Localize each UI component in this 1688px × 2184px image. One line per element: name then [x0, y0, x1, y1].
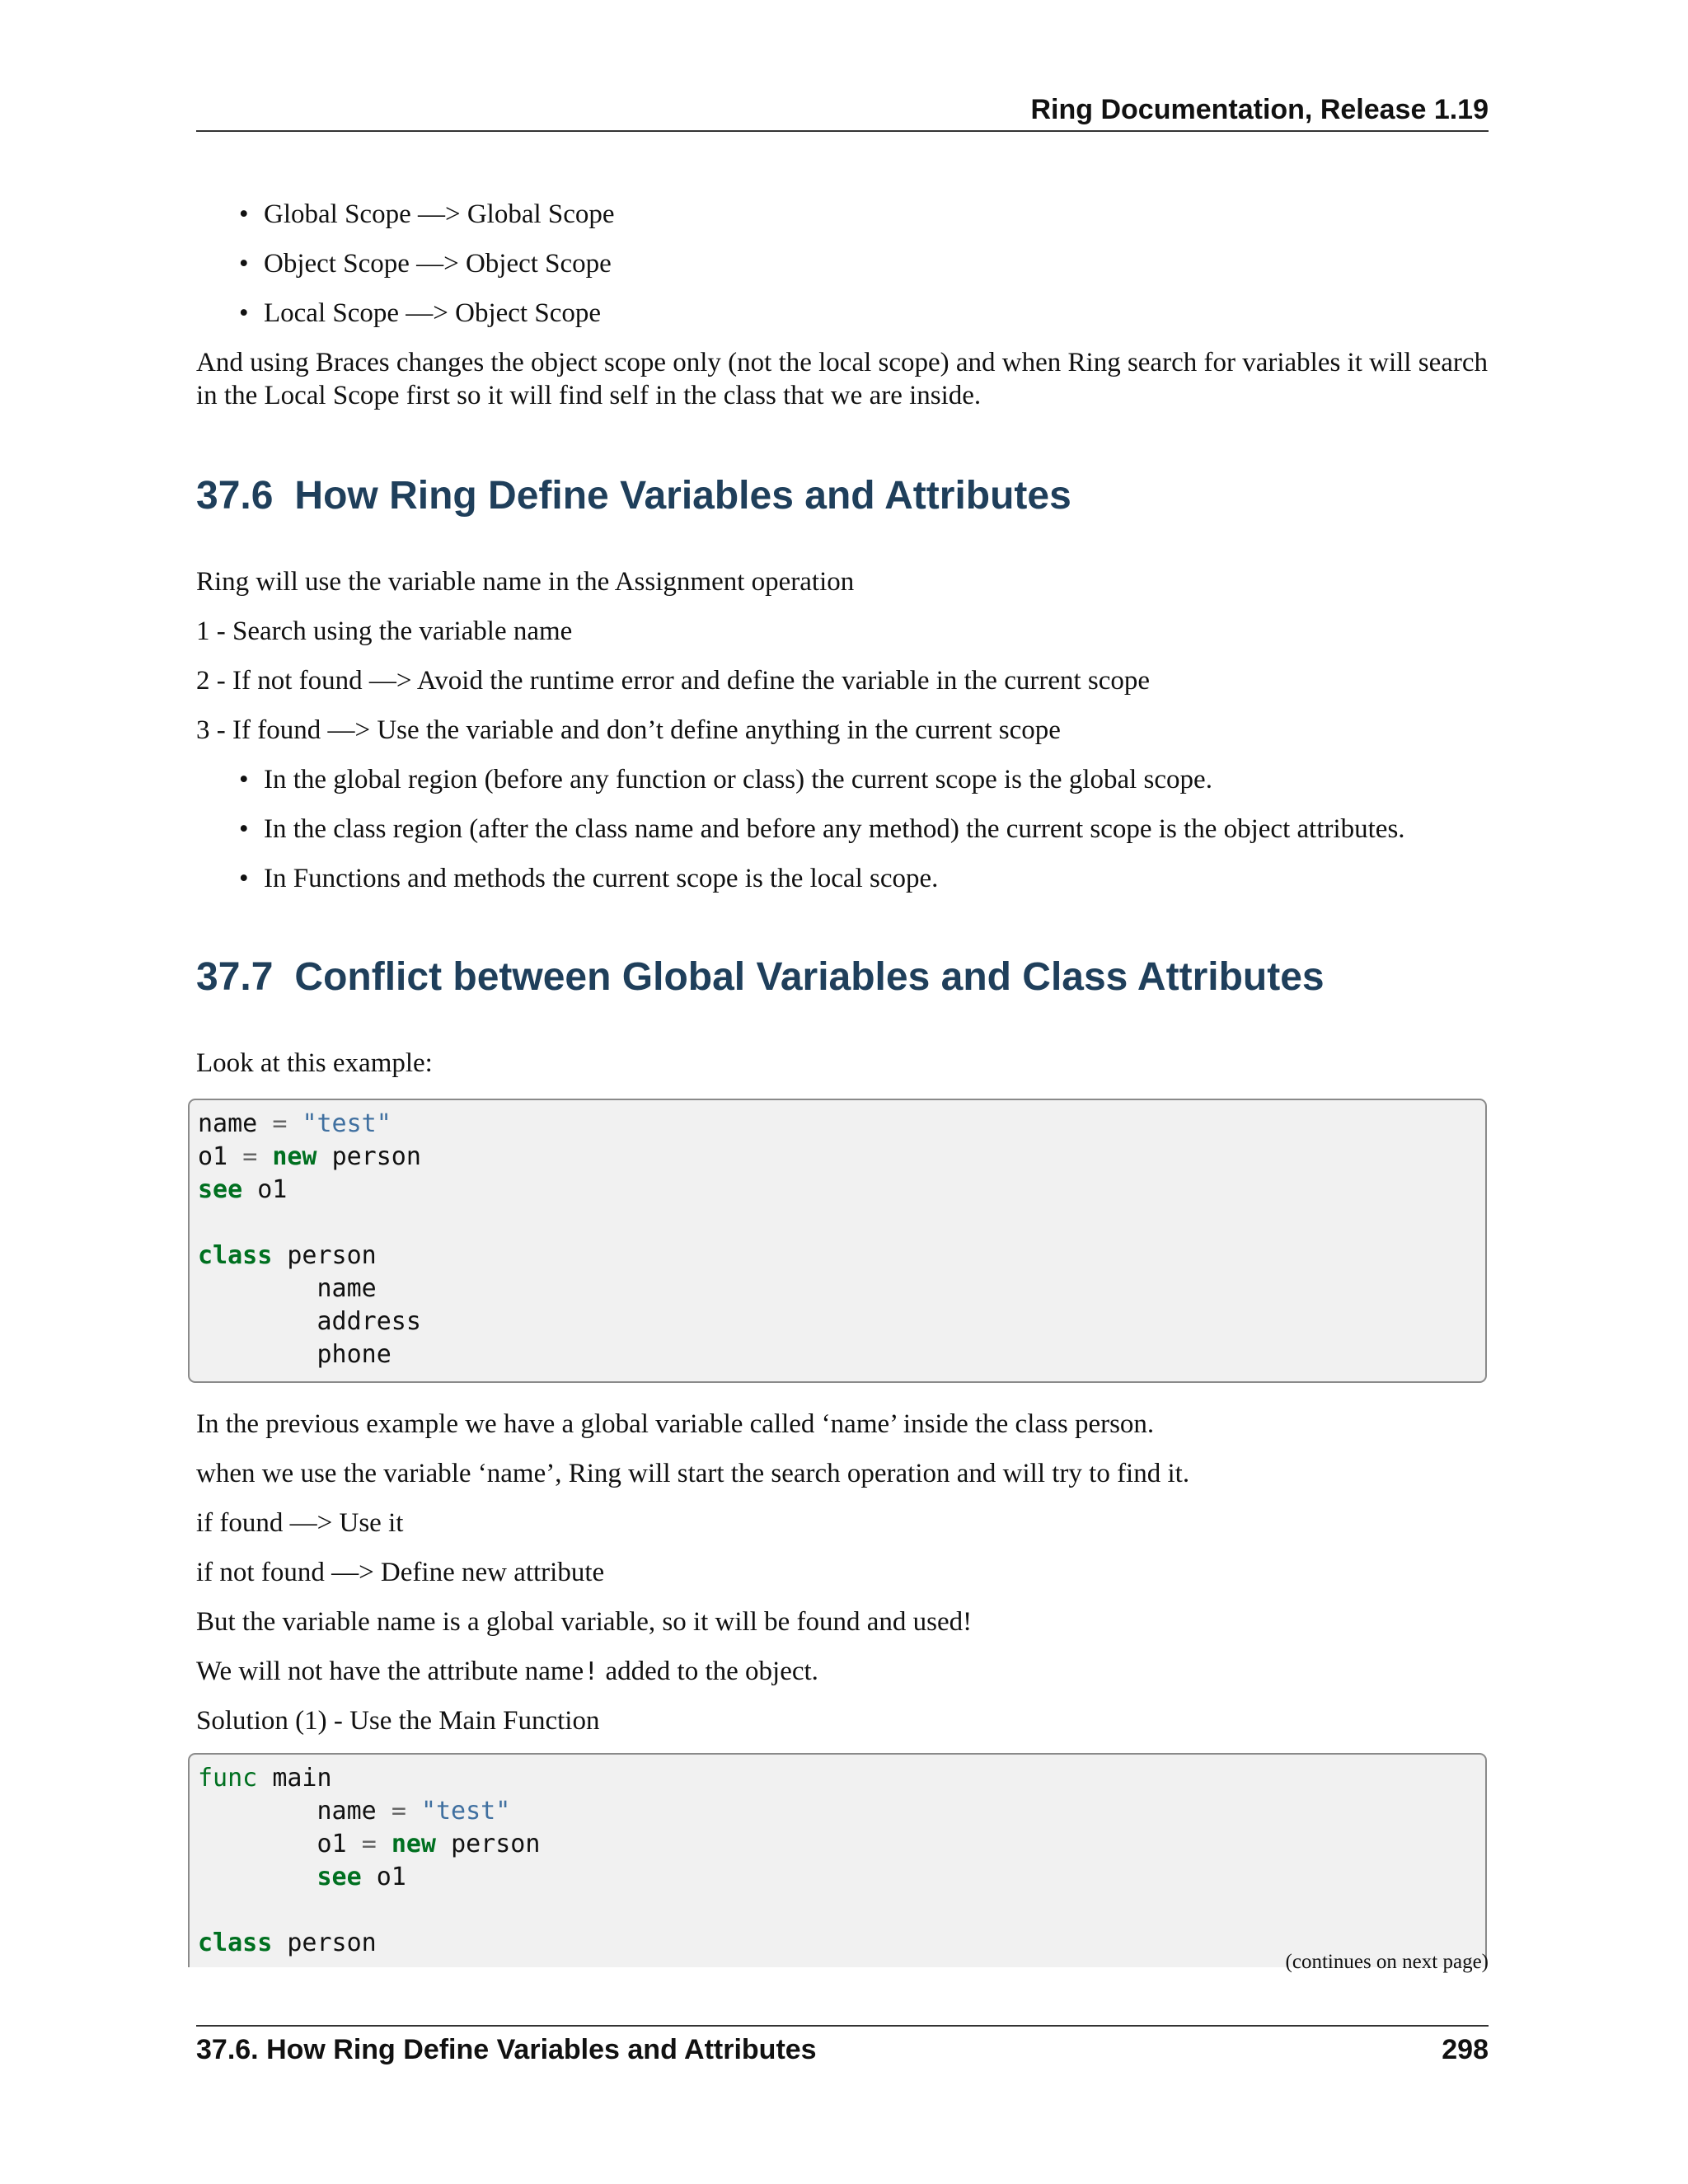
no-attribute-note: We will not have the attribute name! added to the object. [196, 1657, 818, 1686]
list-item: • Object Scope —> Object Scope [239, 249, 612, 279]
code-line: class person [198, 1929, 377, 1957]
list-item: • Global Scope —> Global Scope [239, 199, 615, 229]
step-3: 3 - If found —> Use the variable and don’t define anything in the current scope [196, 715, 1061, 745]
step-1: 1 - Search using the variable name [196, 616, 573, 646]
code-line: func main [198, 1764, 332, 1793]
explanation-5: But the variable name is a global variable, so it will be found and used! [196, 1607, 973, 1637]
bullet-icon: • [239, 249, 249, 279]
code-line: address [316, 1307, 421, 1336]
bullet-icon: • [239, 814, 249, 844]
code-block-example [188, 1099, 1487, 1383]
braces-paragraph: And using Braces changes the object scope only (not the local scope) and when Ring search for variables it will search in the Local Scope first so it will find self in the class that we are inside. [196, 348, 1489, 410]
code-line: name = "test" [198, 1109, 392, 1138]
step-2: 2 - If not found —> Avoid the runtime error and define the variable in the current scope [196, 666, 1151, 696]
footer-section-link[interactable]: 37.6. How Ring Define Variables and Attributes [196, 2034, 817, 2065]
code-blank-line [198, 1894, 1477, 1927]
section-heading-37-6: 37.6 How Ring Define Variables and Attributes [196, 474, 1071, 518]
list-item: • In the class region (after the class name and before any method) the current scope is the object attributes. [239, 814, 1405, 844]
page-number: 298 [1442, 2034, 1489, 2065]
explanation-4: if not found —> Define new attribute [196, 1558, 605, 1587]
section-37-6-intro: Ring will use the variable name in the Assignment operation [196, 567, 855, 597]
section-37-7-intro: Look at this example: [196, 1048, 433, 1078]
continues-note: (continues on next page) [1285, 1951, 1489, 1973]
list-item: • Local Scope —> Object Scope [239, 298, 601, 328]
scope-region-bullet-list [239, 763, 1405, 912]
code-line: name = "test" [316, 1797, 511, 1825]
code-block-solution [188, 1753, 1487, 1967]
bullet-icon: • [239, 298, 249, 328]
list-item: • In the global region (before any function or class) the current scope is the global scope. [239, 765, 1212, 794]
code-line: o1 = new person [316, 1830, 541, 1858]
explanation-1: In the previous example we have a global variable called ‘name’ inside the class person. [196, 1409, 1155, 1439]
bullet-icon: • [239, 765, 249, 794]
code-line: see o1 [316, 1863, 406, 1891]
footer-divider [196, 2025, 1489, 2027]
code-line: class person [198, 1241, 377, 1270]
explanation-2: when we use the variable ‘name’, Ring will start the search operation and will try to find it. [196, 1459, 1190, 1488]
code-blank-line [198, 1207, 1477, 1240]
code-line: see o1 [198, 1175, 288, 1204]
code-line: name [316, 1274, 377, 1303]
code-line: phone [316, 1340, 392, 1369]
bullet-icon: • [239, 199, 249, 229]
explanation-3: if found —> Use it [196, 1508, 404, 1538]
running-header: Ring Documentation, Release 1.19 [196, 92, 1489, 132]
solution-label: Solution (1) - Use the Main Function [196, 1706, 600, 1736]
list-item: • In Functions and methods the current scope is the local scope. [239, 864, 939, 893]
code-line: o1 = new person [198, 1142, 421, 1171]
bullet-icon: • [239, 864, 249, 893]
scope-bullet-list [239, 198, 615, 346]
document-page [196, 0, 1489, 2184]
section-heading-37-7: 37.7 Conflict between Global Variables and Class Attributes [196, 955, 1325, 999]
